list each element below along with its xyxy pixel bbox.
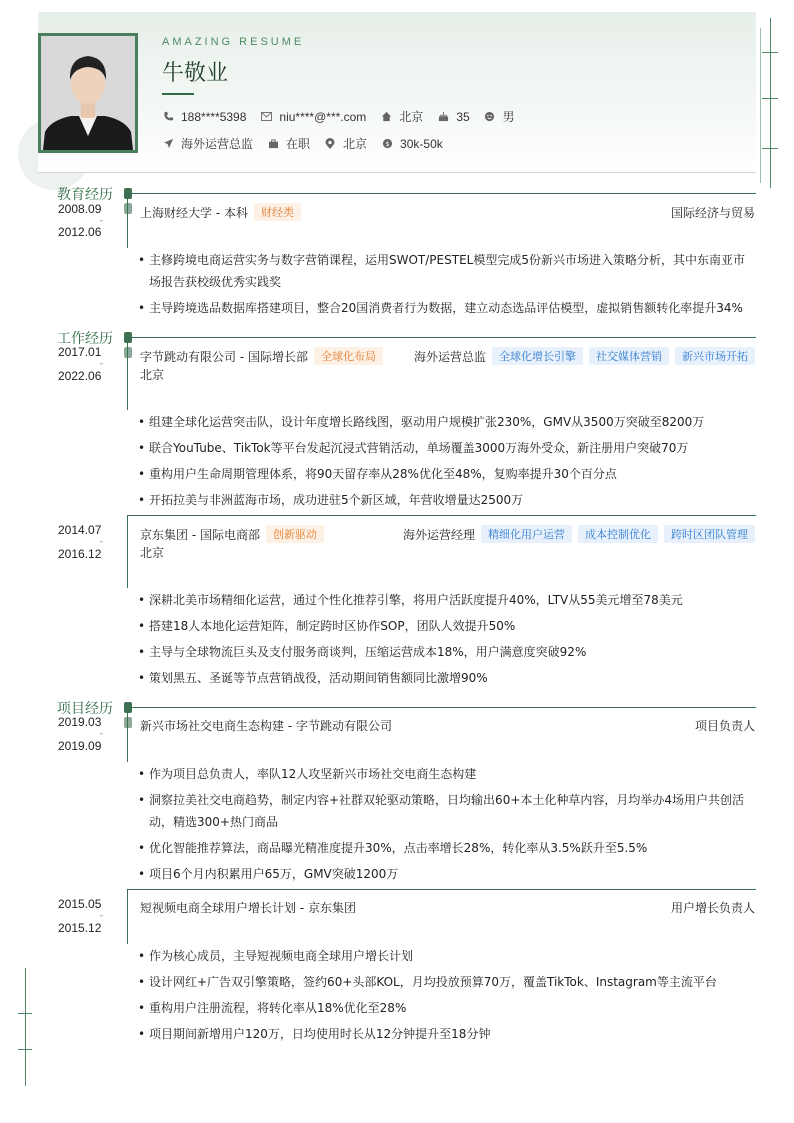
role-and-skills bbox=[403, 525, 755, 543]
timeline-line bbox=[127, 889, 128, 944]
salary-text: 30k-50k bbox=[400, 136, 443, 151]
timeline-line bbox=[127, 707, 128, 762]
start-date: 2015.05 bbox=[58, 897, 102, 911]
phone-text: 188****5398 bbox=[181, 109, 247, 124]
company-title bbox=[140, 347, 383, 365]
end-date: 2022.06 bbox=[58, 369, 102, 383]
section-marker bbox=[124, 332, 132, 343]
decorative-line bbox=[770, 18, 771, 188]
company-tag: 创新驱动 bbox=[266, 525, 324, 543]
project-bullets bbox=[138, 945, 756, 1049]
work-city: 北京 bbox=[140, 368, 165, 382]
list-item: • 主导跨境选品数据库搭建项目，整合20国消费者行为数据，建立动态选品评估模型，虚拟销售额转化率提升34% bbox=[138, 297, 756, 319]
project-title: 新兴市场社交电商生态构建 - 字节跳动有限公司 bbox=[140, 719, 392, 733]
section-marker bbox=[124, 188, 132, 199]
date-separator: - bbox=[100, 537, 103, 546]
date-separator: - bbox=[100, 216, 103, 225]
company-title bbox=[140, 525, 324, 543]
entry-divider bbox=[127, 889, 756, 890]
timeline-line bbox=[127, 337, 128, 410]
target-city-item bbox=[324, 135, 367, 152]
profile-photo bbox=[38, 33, 138, 153]
mail-icon bbox=[260, 111, 272, 123]
entry-marker bbox=[124, 347, 132, 358]
section-marker bbox=[124, 702, 132, 713]
contact-row bbox=[162, 108, 529, 125]
briefcase-icon bbox=[267, 138, 279, 150]
company-name: 京东集团 - 国际电商部 bbox=[140, 527, 260, 542]
list-item: • 作为项目总负责人，率队12人攻坚新兴市场社交电商生态构建 bbox=[138, 763, 756, 785]
home-icon bbox=[380, 111, 392, 123]
list-item: • 项目6个月内积累用户65万，GMV突破1200万 bbox=[138, 863, 756, 885]
name-underline bbox=[162, 93, 194, 95]
project-bullets bbox=[138, 763, 756, 889]
entry-marker bbox=[124, 203, 132, 214]
money-icon bbox=[381, 138, 393, 150]
skill-tag: 全球化增长引擎 bbox=[492, 347, 583, 365]
list-item: • 重构用户生命周期管理体系，将90天留存率从28%优化至48%，复购率提升30个百分点 bbox=[138, 463, 756, 485]
school-tag: 财经类 bbox=[254, 203, 301, 221]
list-item: • 深耕北美市场精细化运营，通过个性化推荐引擎，将用户活跃度提升40%，LTV从55美元增至78美元 bbox=[138, 589, 756, 611]
gender-icon bbox=[484, 111, 496, 123]
skill-tag: 成本控制优化 bbox=[578, 525, 658, 543]
resume-subtitle: AMAZING RESUME bbox=[162, 36, 305, 48]
phone-item bbox=[162, 110, 246, 124]
section-title-projects: 项目经历 bbox=[57, 701, 113, 717]
city-item bbox=[380, 108, 423, 125]
timeline-line bbox=[127, 193, 128, 248]
end-date: 2019.09 bbox=[58, 739, 102, 753]
end-date: 2012.06 bbox=[58, 225, 102, 239]
decorative-line bbox=[25, 968, 26, 1086]
decorative-tick bbox=[762, 98, 778, 99]
list-item: • 优化智能推荐算法，商品曝光精准度提升30%，点击率增长28%，转化率从3.5%跃升至5.5% bbox=[138, 837, 756, 859]
list-item: • 作为核心成员，主导短视频电商全球用户增长计划 bbox=[138, 945, 756, 967]
list-item: • 组建全球化运营突击队，设计年度增长路线图，驱动用户规模扩张230%，GMV从3500万突破至8200万 bbox=[138, 411, 756, 433]
list-item: • 搭建18人本地化运营矩阵，制定跨时区协作SOP，团队人效提升50% bbox=[138, 615, 756, 637]
position-item bbox=[162, 135, 253, 152]
role: 海外运营总监 bbox=[413, 349, 486, 364]
email-text: niu****@***.com bbox=[279, 109, 367, 124]
decorative-tick bbox=[18, 1013, 32, 1014]
role-and-skills bbox=[414, 347, 755, 365]
start-date: 2019.03 bbox=[58, 715, 102, 729]
svg-text:$: $ bbox=[385, 139, 390, 148]
school-name: 上海财经大学 - 本科 bbox=[140, 205, 248, 220]
salary-item bbox=[381, 137, 443, 151]
job-intent-row bbox=[162, 135, 457, 152]
work-bullets bbox=[138, 411, 756, 515]
decorative-tick bbox=[762, 148, 778, 149]
skill-tag: 跨时区团队管理 bbox=[664, 525, 755, 543]
list-item: • 主导与全球物流巨头及支付服务商谈判，压缩运营成本18%，用户满意度突破92% bbox=[138, 641, 756, 663]
location-icon bbox=[324, 138, 336, 150]
age-text: 35 bbox=[456, 109, 470, 124]
skill-tag: 新兴市场开拓 bbox=[675, 347, 755, 365]
decorative-line bbox=[760, 28, 761, 183]
work-city: 北京 bbox=[140, 546, 165, 560]
education-bullets bbox=[138, 249, 756, 323]
section-title-work: 工作经历 bbox=[57, 331, 113, 347]
send-icon bbox=[162, 138, 174, 150]
date-separator: - bbox=[100, 729, 103, 738]
major: 国际经济与贸易 bbox=[670, 206, 755, 220]
list-item: • 主修跨境电商运营实务与数字营销课程，运用SWOT/PESTEL模型完成5份新兴市场进入策略分析，其中东南亚市场报告获校级优秀实践奖 bbox=[138, 249, 756, 293]
end-date: 2016.12 bbox=[58, 547, 102, 561]
project-role: 项目负责人 bbox=[694, 719, 755, 733]
candidate-name: 牛敬业 bbox=[162, 61, 229, 86]
role: 海外运营经理 bbox=[402, 527, 475, 542]
gender-item bbox=[484, 108, 515, 125]
section-divider bbox=[126, 193, 756, 194]
age-item bbox=[437, 110, 469, 124]
work-bullets bbox=[138, 589, 756, 693]
list-item: • 设计网红+广告双引擎策略，签约60+头部KOL，月均投放预算70万，覆盖TikTok、Instagram等主流平台 bbox=[138, 971, 756, 993]
list-item: • 联合YouTube、TikTok等平台发起沉浸式营销活动，单场覆盖3000万海外受众，新注册用户突破70万 bbox=[138, 437, 756, 459]
company-tag: 全球化布局 bbox=[314, 347, 383, 365]
school-title bbox=[140, 203, 301, 221]
date-separator: - bbox=[100, 359, 103, 368]
start-date: 2017.01 bbox=[58, 345, 102, 359]
skill-tag: 社交媒体营销 bbox=[589, 347, 669, 365]
timeline-line bbox=[127, 515, 128, 588]
company-name: 字节跳动有限公司 - 国际增长部 bbox=[140, 349, 308, 364]
city-text: 北京 bbox=[399, 110, 424, 124]
date-separator: - bbox=[100, 911, 103, 920]
list-item: • 策划黑五、圣诞等节点营销战役，活动期间销售额同比激增90% bbox=[138, 667, 756, 689]
start-date: 2014.07 bbox=[58, 523, 102, 537]
section-title-education: 教育经历 bbox=[57, 187, 113, 203]
project-role: 用户增长负责人 bbox=[670, 901, 755, 915]
list-item: • 项目期间新增用户120万，日均使用时长从12分钟提升至18分钟 bbox=[138, 1023, 756, 1045]
section-divider bbox=[126, 337, 756, 338]
start-date: 2008.09 bbox=[58, 202, 102, 216]
status-item bbox=[267, 135, 310, 152]
target-city-text: 北京 bbox=[343, 137, 368, 151]
end-date: 2015.12 bbox=[58, 921, 102, 935]
decorative-tick bbox=[18, 1049, 32, 1050]
skill-tag: 精细化用户运营 bbox=[481, 525, 572, 543]
email-item bbox=[260, 110, 366, 124]
entry-marker bbox=[124, 717, 132, 728]
list-item: • 开拓拉美与非洲蓝海市场，成功进驻5个新区域，年营收增量达2500万 bbox=[138, 489, 756, 511]
decorative-tick bbox=[762, 52, 778, 53]
entry-divider bbox=[127, 515, 756, 516]
list-item: • 重构用户注册流程，将转化率从18%优化至28% bbox=[138, 997, 756, 1019]
list-item: • 洞察拉美社交电商趋势，制定内容+社群双轮驱动策略，日均输出60+本土化种草内容，月均举办4场用户共创活动，精选300+热门商品 bbox=[138, 789, 756, 833]
project-title: 短视频电商全球用户增长计划 - 京东集团 bbox=[140, 901, 356, 915]
position-text: 海外运营总监 bbox=[181, 137, 254, 151]
phone-icon bbox=[162, 111, 174, 123]
gender-text: 男 bbox=[502, 110, 515, 124]
section-divider bbox=[126, 707, 756, 708]
status-text: 在职 bbox=[286, 137, 311, 151]
cake-icon bbox=[437, 111, 449, 123]
